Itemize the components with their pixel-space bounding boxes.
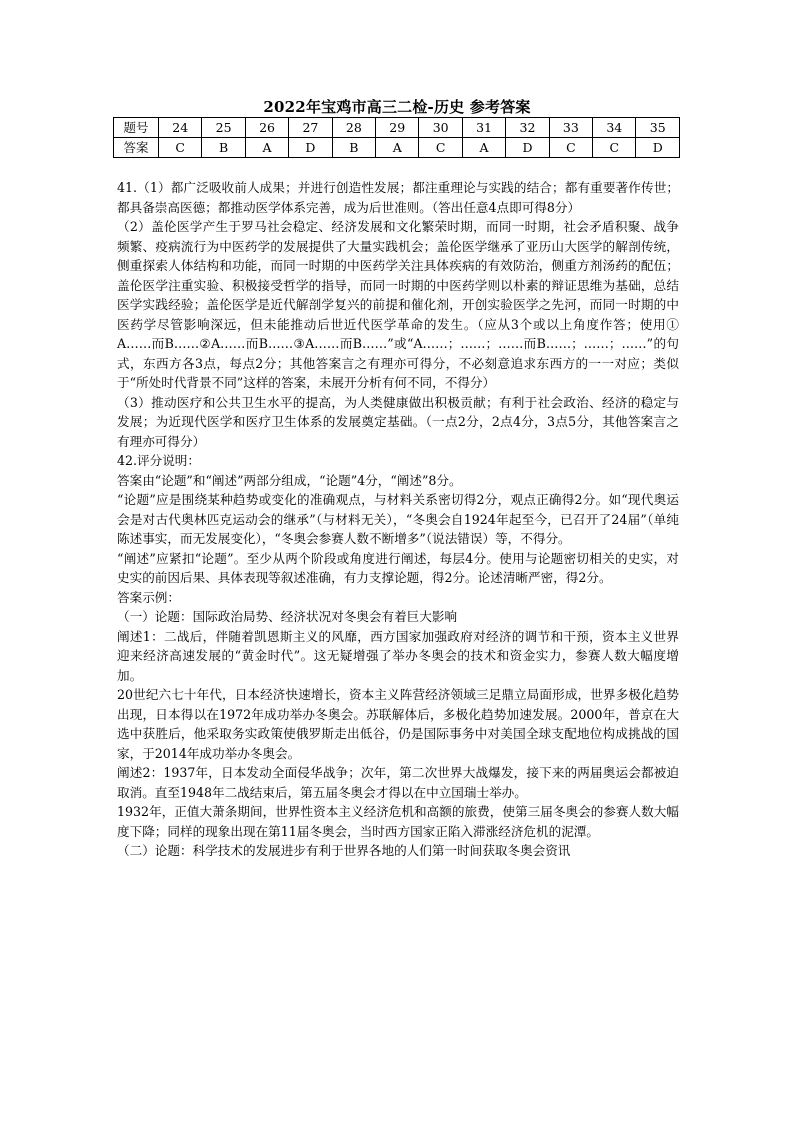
paragraph-41-part3: （3）推动医疗和公共卫生水平的提高，为人类健康做出积极贡献；有利于社会政治、经济的稳定与发展；为近现代医学和医疗卫生体系的发展奠定基础。（一点2分，2点4分，3点5分，其他答案言之有理亦可得分） [117, 394, 679, 449]
page-title: 2022年宝鸡市高三二检-历史 参考答案 [263, 98, 531, 116]
paragraph-argument-1a: 阐述1：二战后，伴随着凯恩斯主义的风靡，西方国家加强政府对经济的调节和干预，资本主义世界迎来经济高速发展的“黄金时代”。这无疑增强了举办冬奥会的技术和资金实力，参赛人数大幅度增加。 [117, 628, 679, 683]
question-number-cell: 29 [376, 118, 419, 138]
question-number-cell: 32 [506, 118, 549, 138]
question-number-cell: 25 [202, 118, 245, 138]
paragraph-42-heading: 42.评分说明： [117, 453, 200, 468]
answer-table [113, 117, 680, 158]
question-number-cell: 24 [159, 118, 202, 138]
question-number-cell: 27 [289, 118, 332, 138]
answer-cell: B [332, 138, 375, 158]
question-number-cell: 30 [419, 118, 462, 138]
question-number-cell: 34 [593, 118, 636, 138]
answer-body [117, 178, 679, 861]
paragraph-thesis-2: （二）论题：科学技术的发展进步有利于世界各地的人们第一时间获取冬奥会资讯 [117, 843, 571, 858]
answer-cell: C [419, 138, 462, 158]
question-number-row [114, 118, 680, 138]
answer-cell: A [376, 138, 419, 158]
paragraph-41-part2: （2）盖伦医学产生于罗马社会稳定、经济发展和文化繁荣时期，而同一时期，社会矛盾积聚、战争频繁、疫病流行为中医药学的发展提供了大量实践机会；盖伦医学继承了亚历山大医学的解剖传统，侧重探索人体结构和功能，而同一时期的中医药学关注具体疾病的有效防治，侧重方剂汤药的配伍；盖伦医学注重实验、积极接受哲学的指导，而同一时期的中医药学则以朴素的辩证思维为基础，总结医学实践经验；盖伦医学是近代解剖学复兴的前提和催化剂，开创实验医学之先河，而同一时期的中医药学尽管影响深远，但未能推动后世近代医学革命的发生。（应从3个或以上角度作答；使用①A……而B……②A……而B……③A……而B……”或“A……；……；……而B……；……；……”的句式，东西方各3点，每点2分；其他答案言之有理亦可得分，不必刻意追求东西方的一一对应；类似于“所处时代背景不同”这样的答案，未展开分析有何不同，不得分） [117, 219, 679, 390]
answer-cell: D [636, 138, 680, 158]
paragraph-argument-2a: 阐述2：1937年，日本发动全面侵华战争；次年，第二次世界大战爆发，接下来的两届奥运会都被迫取消。直至1948年二战结束后，第五届冬奥会才得以在中立国瑞士举办。 [117, 765, 679, 800]
question-number-cell: 28 [332, 118, 375, 138]
answer-cell: B [202, 138, 245, 158]
question-number-cell: 35 [636, 118, 680, 138]
answer-cell: A [462, 138, 505, 158]
paragraph-41-part1: 41.（1）都广泛吸收前人成果；并进行创造性发展；都注重理论与实践的结合；都有重要著作传世；都具备崇高医德；都推动医学体系完善，成为后世准则。（答出任意4点即可得8分） [117, 180, 679, 215]
question-number-cell: 26 [245, 118, 288, 138]
question-number-cell: 31 [462, 118, 505, 138]
paragraph-argument-1b: 20世纪六七十年代，日本经济快速增长，资本主义阵营经济领域三足鼎立局面形成，世界多极化趋势出现，日本得以在1972年成功举办冬奥会。苏联解体后，多极化趋势加速发展。2000年，普京在大选中获胜后，他采取务实政策使俄罗斯走出低谷，仍是国际事务中对美国全球支配地位构成挑战的国家，于2014年成功举办冬奥会。 [117, 687, 679, 761]
paragraph-argument-2b: 1932年，正值大萧条期间，世界性资本主义经济危机和高额的旅费，使第三届冬奥会的参赛人数大幅度下降；同样的现象出现在第11届冬奥会，当时西方国家正陷入滞涨经济危机的泥潭。 [117, 804, 679, 839]
answer-cell: A [245, 138, 288, 158]
paragraph-42-thesis-rule: “论题”应是围绕某种趋势或变化的准确观点，与材料关系密切得2分，观点正确得2分。如“现代奥运会是对古代奥林匹克运动会的继承”（与材料无关），“冬奥会自1924年起至今，已召开了24届”（单纯陈述事实，而无发展变化），“冬奥会参赛人数不断增多”（说法错误）等，不得分。 [117, 492, 679, 546]
paragraph-example-heading: 答案示例： [117, 589, 180, 605]
answer-cell: D [289, 138, 332, 158]
answer-cell: C [593, 138, 636, 158]
row-label-question-number: 题号 [114, 118, 159, 138]
paragraph-thesis-1: （一）论题：国际政治局势、经济状况对冬奥会有着巨大影响 [117, 609, 458, 624]
paragraph-42-structure: 答案由“论题”和“阐述”两部分组成，“论题”4分，“阐述”8分。 [117, 472, 462, 488]
answer-cell: D [506, 138, 549, 158]
answer-cell: C [159, 138, 202, 158]
row-label-answer: 答案 [114, 138, 159, 158]
question-number-cell: 33 [549, 118, 592, 138]
answer-row [114, 138, 680, 158]
paragraph-42-argument-rule: “阐述”应紧扣“论题”。至少从两个阶段或角度进行阐述，每层4分。使用与论题密切相关的史实，对史实的前因后果、具体表现等叙述准确，有力支撑论题，得2分。论述清晰严密，得2分。 [117, 550, 679, 585]
answer-cell: C [549, 138, 592, 158]
